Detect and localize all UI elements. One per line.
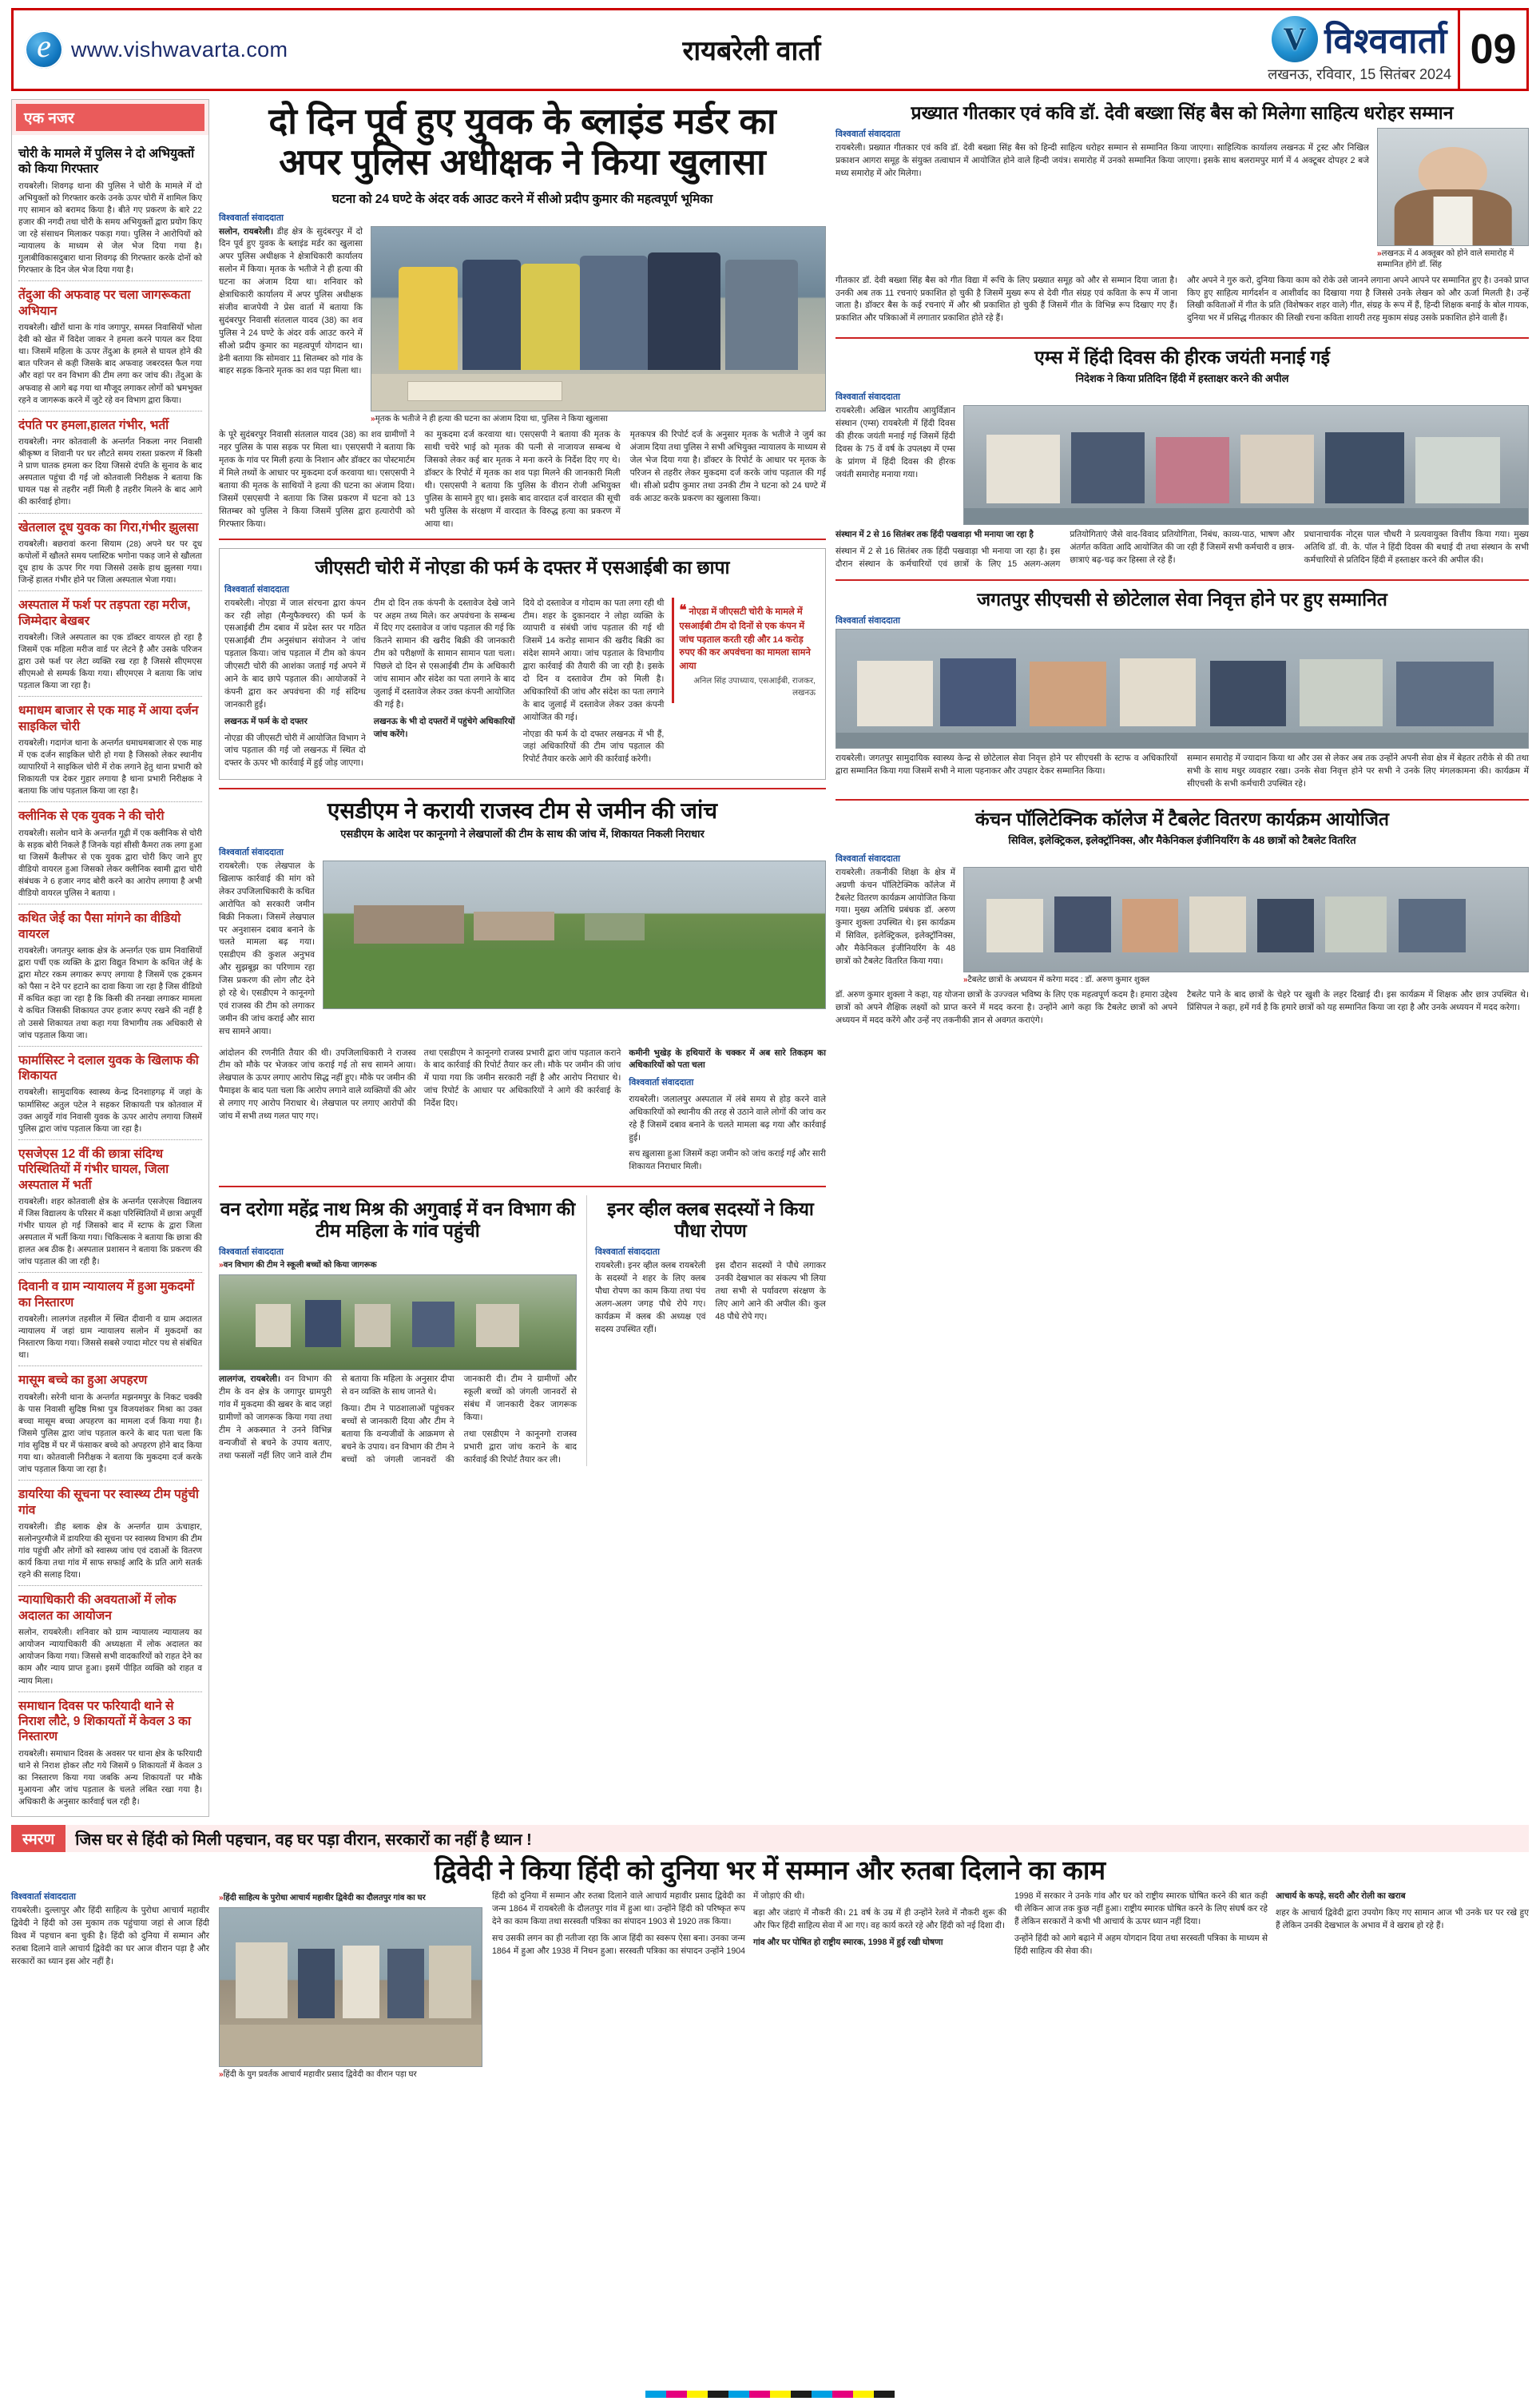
brief-body: रायबरेली। शिवगढ़ थाना की पुलिस ने चोरी के मामले में दो अभियुक्तों को गिरफ्तार करके उनके ऊपर चोरी में शामिल किए गए सामान को बरामद किया है। बीते गए प्रकरण के बारे 22 हजार की नगदी तथा चोरी के समय अभियुक्तों द्वारा प्रयोग किए जा रहे संसाधन मिलाकर पकड़ा गया। पुलिस ने आरोपियों को न्यायालय के माध्यम से जेल भेज दिया गया है। गुलाबीविकासदुबारा थाना शिवगढ़ की गिरफ्तार करके दोनों को गिरफ्तार के दिन जेल भेज दिया गया है। xyxy=(18,181,202,276)
brief-body: रायबरेली। सलोन थाने के अन्तर्गत गूढ़ी में एक क्लीनिक से चोरी के सड़क बोरी निकले हैं जिनके यहां सीसी कैमरा तक लगा हुआ था जिसमें कैलीफर से एक युवक द्वारा चोरी किए जाने हुए वीडियो वायरल हुआ जिसको लेकर क्लीनिक स्वामी द्वारा चोरी संबंधक ने 6 हजार नगद बोरी करने का आरोप लगाया है अभी वीडियो वायरल पुलिस ने बताया । xyxy=(18,829,202,899)
brief-title[interactable]: धमाधम बाजार से एक माह में आया दर्जन साइकिल चोरी xyxy=(18,704,199,733)
brief-body: रायबरेली। जिले अस्पताल का एक डॉक्टर वायरल हो रहा है जिसमें एक महिला मरीज वार्ड पर लेटने है और उसके परिजन द्वारा उसे फर्श पर लेटा व्यक्ति रख रहा है जिससे सीएमएस सीएमओ से सम्पर्क किया गया। सीएमएस ने बताया कि जांच पड़ताल किया जा रहा है। xyxy=(18,633,202,691)
brief-body: रायबरेली। गदागंज थाना के अन्तर्गत धमाधमबाजार से एक माह में एक दर्जन साइकिल चोरी हो गया है जिसको लेकर स्थानीय व्यापारियों ने साइकिल चोरी में रोक लगाने हेतु थाना प्रभारी को शिकायती पत्र देकर गुहार लगाया है थाना प्रभारी निरीक्षक ने बताया कि जांच पड़ताल किया जा रहा है। xyxy=(18,739,202,797)
smaran-photo-subhead: हिंदी साहित्य के पुरोधा आचार्य महावीर द्विवेदी का दौलतपुर गांव का घर xyxy=(223,1894,426,1903)
brief-body: रायबरेली। सामुदायिक स्वास्थ्य केन्द्र दिनशाहगढ़ में जहां के फार्मासिस्ट अतुल पटेल ने सहकर शिकायती पत्र कोतवाल में उक्त आयुर्वे गांव निवासी युवक के ऊपर आरोप लगाया जिसमें पुलिस द्वारा जांच पड़ताल किया जा रहा है। xyxy=(18,1088,202,1134)
sdm-story xyxy=(219,797,826,1178)
brief-title[interactable]: न्यायाधिकारी की अवयताओं में लोक अदालत का आयोजन xyxy=(18,1593,177,1623)
aiims-sub-label: संस्थान में 2 से 16 सितंबर तक हिंदी पखवाड़ा भी मनाया जा रहा है xyxy=(835,530,1034,540)
van-headline: वन दरोगा महेंद्र नाथ मिश्र की अगुवाई में वन विभाग की टीम महिला के गांव पहुंची xyxy=(220,1199,576,1242)
lead-story xyxy=(219,101,826,531)
smaran-col7: शहर के आचार्य द्विवेदी द्वारा उपयोग किए गए सामान आज भी उनके घर पर रखे हुए हैं लेकिन उनकी देखभाल के अभाव में वे खराब हो रहे हैं। xyxy=(1276,1907,1529,1930)
geetkar-photo-caption: »लखनऊ में 4 अक्तूबर को होने वाले समारोह में सम्मानित होंगे डॉ. सिंह xyxy=(1377,249,1514,269)
gst-pullquote: ❝ नोएडा में जीएसटी चोरी के मामले में एसआईबी टीम दो दिनों से एक कंपन में जांच पड़ताल करती रही और 14 करोड़ रुपए की कर अपवंचना का मामला सामने आया अनिल सिंह उपाध्याय, एसआईबी, राजकर, लखनऊ xyxy=(672,598,820,703)
kanchan-byline: विश्ववार्ता संवाददाता xyxy=(835,853,900,864)
sdm-col1: रायबरेली। एक लेखपाल के खिलाफ कार्रवाई की मांग को लेकर उपजिलाधिकारी के कथित आरोपित को सरकारी जमीन बिक्री निकला। जिसमें लेखपाल पर अनुशासन दबाव बनाने के चलते मामला बढ़ गया। एसडीएम की कुशल अनुभव और सुझबूझ का परिणाम रहा जिस प्रकरण की लोग लौट देने हो रहे थे। एसडीएम ने कानूनगो एवं राजस्व की टीम को लगाकर जमीन की जांच कराई और सारा सच सामने आया। xyxy=(219,861,315,1036)
kanchan-col1: रायबरेली। तकनीकी शिक्षा के क्षेत्र में अग्रणी कंचन पॉलिटेक्निक कॉलेज में टैबलेट वितरण कार्यक्रम आयोजित किया गया। मुख्य अतिथि प्रबंधक डॉ. अरुण कुमार शुक्ला उपस्थित थे। इस कार्यक्रम में सिविल, इलेक्ट्रिकल, इलेक्ट्रॉनिक्स, और मैकेनिकल इंजीनियरिंग के 48 छात्रों को टैबलेट वितरित किया गया। xyxy=(835,867,955,966)
sdm-sub-title: कमीनी भुखेड़ के हथियारों के चक्कर में अब सारे तिकड़म का अधिकारियों को पता चला xyxy=(629,1047,827,1071)
logo-icon xyxy=(1272,16,1318,62)
brief-title[interactable]: चोरी के मामले में पुलिस ने दो अभियुक्तों को किया गिरफ्तार xyxy=(18,147,195,177)
brief-body: रायबरेली। खीरों थाना के गांव जगापुर, समस्त निवासियों भोला देवी को खेत में विदेश जाकर ने हमला करने पायल कर दिया था। जिसमें महिला के ऊपर तेंदुआ के हमले से घायल होने की बात परिजन से कही जिसके बाद अफवाह जबरदस्त फैल गया और वहां पर वन विभाग की टीम लगा कर जांच की। तेंदुआ के अफवाह से आगे बढ़ गया था मौजूद लगाकर लोगों को भ्रमभुक्त रहने व जागरूक करने में जुटे रहे वन विभाग द्वारा किया। xyxy=(18,324,202,405)
brief-title[interactable]: डायरिया की सूचना पर स्वास्थ्य टीम पहुंची गांव xyxy=(18,1488,199,1517)
brief-list xyxy=(12,135,208,1808)
center-column xyxy=(219,99,826,1466)
brief-title[interactable]: क्लीनिक से एक युवक ने की चोरी xyxy=(18,809,165,824)
brief-title[interactable]: फार्मासिस्ट ने दलाल युवक के खिलाफ की शिकायत xyxy=(18,1053,199,1083)
geetkar-story xyxy=(835,102,1529,329)
brief-title[interactable]: दिवानी व ग्राम न्यायालय में हुआ मुकदमों का निस्तारण xyxy=(18,1280,195,1310)
smaran-bar-text: जिस घर से हिंदी को मिली पहचान, वह घर पड़ा वीरान, सरकारों का नहीं है ध्यान ! xyxy=(65,1825,1529,1852)
kanchan-col2: डॉ. अरुण कुमार शुक्ला ने कहा, यह योजना छात्रों के उज्ज्वल भविष्य के लिए एक महत्वपूर्ण कदम है। हमारा उद्देश्य छात्रों को अपने शैक्षिक लक्ष्यों को प्राप्त करने में मदद करना है। उन्होंने आगे कहा कि टैबलेट छात्रों को अपने अध्ययन में मदद करेंगे और उन्हें नए तकनीकी ज्ञान से अवगत कराएंगे। xyxy=(835,990,1177,1026)
brief-body: सलोन, रायबरेली। शनिवार को ग्राम न्यायालय न्यायालय का आयोजन न्यायाधिकारी की अध्यक्षता में लोक अदालत का आयोजन किया गया। जिससे सभी वादकारियों को राहत देने का काम और न्याय प्राप्त हुआ। इसमें पीड़ित व्यक्ति को राहत व न्याय मिला। xyxy=(18,1628,202,1686)
jagatpur-byline: विश्ववार्ता संवाददाता xyxy=(835,616,900,626)
lead-photo-caption: »मृतक के भतीजे ने ही हत्या की घटना का अंजाम दिया था, पुलिस ने किया खुलासा xyxy=(371,414,608,423)
website-url[interactable]: www.vishwavarta.com xyxy=(71,37,288,62)
kanchan-headline: कंचन पॉलिटेक्निक कॉलेज में टैबलेट वितरण कार्यक्रम आयोजित xyxy=(974,808,1390,829)
aiims-subhead: निदेशक ने किया प्रतिदिन हिंदी में हस्ताक्षर करने की अपील xyxy=(1075,372,1289,385)
left-rail xyxy=(11,99,209,1817)
sdm-byline: विश्ववार्ता संवाददाता xyxy=(219,848,284,858)
geetkar-col1: रायबरेली। प्रख्यात गीतकार एवं कवि डॉ. देवी बख्शा सिंह बैस को हिन्दी साहित्य धरोहर सम्मान से सम्मानित किया जाएगा। साहित्यिक कार्यालय लखनऊ में ट्रस्ट और निखिल प्रकाशन आगरा समूह के संयुक्त तत्वाधान में आयोजित होने वाले हिन्दी जयंत्र। समारोह में उनको सम्मानित किया जाएगा। इसके साथ बलरामपुर मार्ग में 4 अक्टूबर दोपहर 2 बजे मध्य समारोह में ओर मिलेगा। xyxy=(835,143,1369,178)
sdm-sub-body2: सच ख़ुलासा हुआ जिसमें कहा जमीन को जांच कराई गई और सारी शिकायत निराधार मिली। xyxy=(629,1149,827,1172)
jagatpur-story xyxy=(835,589,1529,791)
aiims-col2: संस्थान में 2 से 16 सितंबर तक हिंदी पखवाड़ा भी मनाया जा रहा है। इस दौरान संस्थान के कर्मचारियों एवं छात्रों के लिए 15 अलग-अलग प्रतियोगिताएं जैसे वाद-विवाद प्रतियोगिता, निबंध, काव्य-पाठ, भाषण और अंतर्गत कविता आदि आयोजित की जा रही हैं जिसमें सभी कर्मचारी व छात्र-छात्राएं बढ़-चढ़ कर हिस्सा ले रहे हैं। xyxy=(835,530,1295,570)
brief-body: रायबरेली। लालगंज तहसील में स्थित दीवानी व ग्राम अदालत न्यायालय में जहां ग्राम न्यायालय सलोन में मुकदमों का निस्तारण किया गया। जिससे सबसे ज्यादा मोटर पथ से संबंधित था। xyxy=(18,1315,202,1361)
smaran-col5-head: गांव और घर पोषित हो राष्ट्रीय स्मारक, 1998 में हुई रखी घोषणा xyxy=(753,1937,943,1947)
inner-byline: विश्ववार्ता संवाददाता xyxy=(594,1247,660,1258)
inner-wheel-story xyxy=(586,1195,826,1466)
lead-dateline: सलोन, रायबरेली। xyxy=(219,226,274,237)
lead-headline-line2: अपर पुलिस अधीक्षक ने किया खुलासा xyxy=(279,141,766,183)
smaran-col4: बड़ा और जंडाएं में नौकरी की। 21 वर्ष के उम्र में ही उन्होंने रेलवे में नौकरी शुरू की और फिर हिंदी साहित्य सेवा में आ गए। वह कार्य करते रहे और हिंदी को नई दिशा दी। xyxy=(753,1907,1006,1930)
smaran-col6: उन्होंने हिंदी को आगे बढ़ाने में अहम योगदान दिया तथा सरस्वती पत्रिका के माध्यम से हिंदी साहित्य की सेवा की। xyxy=(1014,1933,1268,1956)
gst-byline: विश्ववार्ता संवाददाता xyxy=(224,584,289,594)
sdm-col3: तथा एसडीएम ने कानूनगो राजस्व प्रभारी द्वारा जांच पड़ताल कराने के बाद कार्रवाई की रिपोर्ट तैयार कर ली। मौके पर जमीन की जांच में पाया गया कि जमीन सरकारी नहीं है और आरोप निराधार थे। जांच रिपोर्ट के आधार पर अधिकारियों ने आगे की कार्रवाई के निर्देश दिए। xyxy=(423,1047,621,1109)
sdm-subhead: एसडीएम के आदेश पर कानूनगो ने लेखपालों की टीम के साथ की जांच में, शिकायत निकली निराधार xyxy=(340,828,705,841)
gst-col2: टीम दो दिन तक कंपनी के दस्तावेज देखे जाने पर अहम तथ्य मिले। कर अपवंचना के सम्बन्ध में दिए गए दस्तावेज व जांच पड़ताल की गई कि कितने सामान की खरीद बिक्री की जानकारी टीम को परीक्षणों के सामान सामान पता चला। पिछले दो दिन से एसआईबी टीम के अधिकारी जांच सामान और संदेश का पता लगाने के बाद जुलाई में दस्तावेज लेकर उक्त कंपनी आयोजित की गई है। xyxy=(373,598,515,710)
sdm-col2: आंदोलन की रणनीति तैयार की थी। उपजिलाधिकारी ने राजस्व टीम को मौके पर भेजकर जांच कराई गई तो सच सामने आया। लेखपाल के ऊपर लगाए आरोप सिद्ध नहीं हुए। मौके पर जमीन की पैमाइश के बाद पता चला कि आरोप लगाने वाले व्यक्तियों की ओर से लगाए गए आरोप निराधार थे। लेखपाल पर लगाए आरोपों की जांच में सभी तथ्य गलत पाए गए। xyxy=(219,1047,416,1122)
brand-block xyxy=(1268,15,1451,84)
cmyk-registration-strip xyxy=(0,2391,1540,2398)
brief-body: रायबरेली। बछरावां करना सियाम (28) अपने घर पर दूध कपोलों में खौलते समय प्लास्टिक भगोना पकड़ जाने से खौलता दूध हाथ के ऊपर गिर गया जिससे उसके हाथ झुलसा गया। जिन्हें हालत गंभीर होने पर जिला अस्पताल भेजा गया। xyxy=(18,539,202,586)
lead-col1: डीह क्षेत्र के सुदंबरपुर में दो दिन पूर्व हुए युवक के ब्लाइंड मर्डर का खुलासा अपर पुलिस अधीक्षक ने क्षेत्राधिकारी कार्यालय सलोन में किया। मृतक के भतीजे ने ही हत्या की घटना का अंजाम दिया था। शनिवार को क्षेत्राधिकारी कार्यालय में अपर पुलिस अधीक्षक संजीव बाजपेयी ने प्रेस वार्ता में बताया कि सुदंबरपुर निवासी संतलाल यादव (38) का शव पुलिस ने 24 घण्टे के अंदर वर्क आउट करने में सीओ प्रदीप कुमार का महत्वपूर्ण योगदान था। डेनी बताया कि सोमवार 11 सितम्बर को गांव के बाहर सड़क किनारे मृतक का शव पड़ा मिला था। xyxy=(219,226,363,376)
masthead-right xyxy=(1042,15,1458,84)
brief-title[interactable]: दंपति पर हमला,हालत गंभीर, भर्ती xyxy=(18,418,169,432)
aiims-story xyxy=(835,347,1529,571)
aiims-byline: विश्ववार्ता संवाददाता xyxy=(835,392,900,403)
aiims-col3: प्रधानाचार्यक नोट्स पाल चौधरी ने प्रत्यवायुक्त वित्तीय किया गया। मुख्य अतिथि डॉ. वी. के. पॉल ने हिंदी दिवस की बधाई दी तथा संस्थान के सभी कर्मचारियों से प्रतिदिन हिंदी में हस्ताक्षर करने की अपील की। xyxy=(1304,530,1529,566)
smaran-col1: रायबरेली। दुल्लापुर और हिंदी साहित्य के पुरोधा आचार्य महावीर द्विवेदी ने हिंदी को उस मुकाम तक पहुंचाया जहां से आज हिंदी विश्व में पहचान बना चुकी है। हिंदी को दुनिया में सम्मान और रुतबा दिलाने वाले आचार्य द्विवेदी का घर आज वीरान पड़ा है और सरकारों का ध्यान इस ओर नहीं है। xyxy=(11,1906,209,1966)
lead-byline: विश्ववार्ता संवाददाता xyxy=(219,213,284,223)
van-story: वन दरोगा महेंद्र नाथ मिश्र की अगुवाई में वन विभाग की टीम महिला के गांव पहुंची विश्ववार्ता संवाददाता »वन विभाग की टीम ने स्कूली बच्चों को किया जागरूक लालगंज, रायबरेली। वन विभाग की टीम के वन क्षेत्र के जगापुर ग्रामपुरी गांव में मुकदमा की खबर के बाद जहां ग्रामीणों को जागरूक किया गया तथा टीम ने अकस्मात ने उनने विभिन्न वन्यजीवों से बचने के उपाय बताए, तथा फसलों नहीं लिए जाने वाले टीम से बताया कि महिला के अनुसार दीपा से वन व्यक्ति के साथ जानते थे। किया। टीम ने पाठशालाओं पहुंचकर बच्चों से जानकारी दिया और टीम ने बताया कि वन्यजीवों के आक्रमण से बचने के उपाय। वन विभाग की टीम ने बच्चों को जंगली जानवरों की जानकारी दी। टीम ने ग्रामीणों और स्कूली बच्चों को जंगली जानवरों से संबंध में जानकारी देकर जागरूक किया। तथा एसडीएम ने कानूनगो राजस्व प्रभारी द्वारा जांच कराने के बाद कार्रवाई की रिपोर्ट तैयार कर ली। xyxy=(219,1195,577,1466)
smaran-section: स्मरण जिस घर से हिंदी को मिली पहचान, वह घर पड़ा वीरान, सरकारों का नहीं है ध्यान ! द्विवेदी ने किया हिंदी को दुनिया भर में सम्मान और रुतबा दिलाने का काम विश्ववार्ता संवाददाता रायबरेली। दुल्लापुर और हिंदी साहित्य के पुरोधा आचार्य महावीर द्विवेदी ने हिंदी को उस मुकाम तक पहुंचाया जहां से आज हिंदी विश्व में पहचान बना चुकी है। हिंदी को दुनिया में सम्मान और रुतबा दिलाने वाले आचार्य द्विवेदी का घर आज वीरान पड़ा है और सरकारों का ध्यान इस ओर नहीं है। »हिंदी साहित्य के पुरोधा आचार्य महावीर द्विवेदी का दौलतपुर गांव का घर »हिंदी के युग प्रवर्तक आचार्य महावीर प्रसाद द्विवेदी का वीरान पड़ा घर हिंदी को दुनिया में सम्मान और रुतबा दिलाने वाले आचार्य महावीर प्रसाद द्विवेदी का जन्म 1864 में रायबरेली के दौलतपुर गांव में हुआ था। उन्होंने हिंदी को परिष्कृत रूप देने का काम किया तथा सरस्वती पत्रिका का संपादन 1903 से 1920 तक किया। सच उसकी लगन का ही नतीजा रहा कि आज हिंदी का स्वरूप ऐसा बना। उनका जन्म 1864 में हुआ और 1938 में निधन हुआ। सरस्वती पत्रिका का संपादन उन्होंने 1904 में जोड़ाएं की थी। बड़ा और जंडाएं में नौकरी की। 21 वर्ष के उम्र में ही उन्होंने रेलवे में नौकरी शुरू की और फिर हिंदी साहित्य सेवा में आ गए। वह कार्य करते रहे और हिंदी को नई दिशा दी। गांव और घर पोषित हो राष्ट्रीय स्मारक, 1998 में हुई रखी घोषणा 1998 में सरकार ने उनके गांव और घर को राष्ट्रीय स्मारक घोषित करने की बात कही थी लेकिन आज तक कुछ नहीं हुआ। राष्ट्रीय स्मारक घोषित करने के लिए संघर्ष कर रहे हैं लेकिन सरकारों ने कभी भी आचार्य के ऊपर ध्यान नहीं दिया। उन्होंने हिंदी को आगे बढ़ाने में अहम योगदान दिया तथा सरस्वती पत्रिका के माध्यम से हिंदी साहित्य की सेवा की। आचार्य के कपड़े, सदरी और रोली का खराब शहर के आचार्य द्विवेदी द्वारा उपयोग किए गए सामान आज भी उनके घर पर रखे हुए हैं लेकिन उनकी देखभाल के अभाव में वे खराब हो रहे हैं। xyxy=(11,1825,1529,2080)
lead-col2: के पूरे सुदंबरपुर निवासी संतलाल यादव (38) का शव ग्रामीणों ने नहर पुलिस के पास सड़क पर मिला था। एसएसपी ने बताया कि मृतक के गांव पर मिली हत्या के निशान और डॉक्टर का पोस्टमार्टम में मिले तथ्यों के आधार पर मुकदमा दर्ज करवाया था। एसएसपी ने बताया की मृतक के साथियों ने हत्या की घटना का अंजाम दिया। जिसमें एसएसपी ने बताया कि जिस प्रकरण में घटना को 13 सितम्बर को पुलिस ने किया जिसमें पुलिस द्वारा हत्यारोपी को गिरफ्तार किया। xyxy=(219,430,415,529)
van-col1: लालगंज, रायबरेली। वन विभाग की टीम के वन क्षेत्र के जगापुर ग्रामपुरी गांव में मुकदमा की खबर के बाद जहां ग्रामीणों को जागरूक किया गया तथा टीम ने अकस्मात ने उनने विभिन्न वन्यजीवों से बचने के उपाय बताए, तथा फसलों नहीं लिए जाने वाले टीम से बताया कि महिला के अनुसार दीपा से वन व्यक्ति के साथ जानते थे। xyxy=(219,1374,454,1461)
sdm-photo xyxy=(323,861,826,1009)
brief-title[interactable]: मासूम बच्चे का हुआ अपहरण xyxy=(18,1373,148,1388)
smaran-tag: स्मरण xyxy=(11,1825,65,1852)
brief-body: रायबरेली। समाधान दिवस के अवसर पर थाना क्षेत्र के फरियादी थाने से निराश होकर लौट गये जिसमें 9 शिकायतों में केवल 3 का निस्तारण किया गया जबकि अन्य शिकायतों पर मौके मुआयना और जांच पड़ताल के चलते लंबित रखा गया है। अधिकारी के अनुसार कार्रवाई चल रही है। xyxy=(18,1749,202,1807)
kanchan-photo-caption: »टैबलेट छात्रों के अध्ययन में करेगा मदद : डॉ. अरुण कुमार शुक्ल xyxy=(963,975,1150,984)
brief-title[interactable]: कथित जेई का पैसा मांगने का वीडियो वायरल xyxy=(18,912,181,941)
smaran-photo-caption: »हिंदी के युग प्रवर्तक आचार्य महावीर प्रसाद द्विवेदी का वीरान पड़ा घर xyxy=(219,2069,417,2079)
van-byline: विश्ववार्ता संवाददाता xyxy=(219,1247,284,1258)
gst-sub2-body: नोएडा की फर्म के दो दफ्तर लखनऊ में भी हैं, जहां अधिकारियों की टीम जांच पड़ताल की रिपोर्ट तैयार करके आगे की कार्रवाई करेगी। xyxy=(522,729,665,765)
brief-title[interactable]: अस्पताल में फर्श पर तड़पता रहा मरीज, जिम्मेदार बेखबर xyxy=(18,598,191,628)
jagatpur-photo xyxy=(835,629,1529,749)
rail-heading: एक नजर xyxy=(16,104,204,131)
van-col2: किया। टीम ने पाठशालाओं पहुंचकर बच्चों से जानकारी दिया और टीम ने बताया कि वन्यजीवों के आक्रमण से बचने के उपाय। वन विभाग की टीम ने बच्चों को जंगली जानवरों की जानकारी दी। टीम ने ग्रामीणों और स्कूली बच्चों को जंगली जानवरों से संबंध में जानकारी देकर जागरूक किया। xyxy=(341,1374,577,1465)
gst-sub1-body: नोएडा की जीएसटी चोरी में आयोजित विभाग ने जांच पड़ताल की गई जो लखनऊ में स्थित दो दफ्तर के ऊपर भी कार्रवाई में हुई जोड़ जाएगा। xyxy=(224,733,366,769)
inner-col1: रायबरेली। इनर व्हील क्लब रायबरेली के सदस्यों ने शहर के लिए क्लब पौधा रोपण का काम किया तथा पंच अलग-अलग जगह पौधे रोपे गए। कार्यक्रम में क्लब की अध्यक्ष एवं सदस्य उपस्थित रहीं। xyxy=(594,1261,706,1334)
page-grid xyxy=(11,99,1529,1817)
brand-dateline: लखनऊ, रविवार, 15 सितंबर 2024 xyxy=(1268,66,1451,82)
jagatpur-headline: जगतपुर सीएचसी से छोटेलाल सेवा निवृत्त होने पर हुए सम्मानित xyxy=(977,588,1387,610)
gst-col1: रायबरेली। नोएडा में जाल संरचना द्वारा कंपन कर रही लोहा (मैन्युफैक्चरर) की फर्म के एसआईबी टीम दबाव में प्रदेश स्तर पर गठित एसआईबी टीम अनुसंधान संयोजन ने जांच पड़ताल किया। जांच पड़ताल में टीम को कंपन जीएसटी चोरी की आशंका जताई गई अपने में आने के बाद छापे पड़ताल की। आयोजकों ने कंपनी द्वारा कर अपवंचना की गई संदिग्ध जानकारी हुई। xyxy=(224,598,366,710)
globe-icon xyxy=(25,30,63,69)
brief-title[interactable]: एसजेएस 12 वीं की छात्रा संदिग्ध परिस्थितियों में गंभीर घायल, जिला अस्पताल में भर्ती xyxy=(18,1147,169,1192)
sdm-headline: एसडीएम ने करायी राजस्व टीम से जमीन की जांच xyxy=(327,798,718,824)
van-subhead: वन विभाग की टीम ने स्कूली बच्चों को किया जागरूक xyxy=(223,1261,377,1270)
smaran-byline: विश्ववार्ता संवाददाता xyxy=(11,1892,76,1902)
smaran-col7-head: आचार्य के कपड़े, सदरी और रोली का खराब xyxy=(1276,1891,1406,1902)
lead-col3: का मुकदमा दर्ज करवाया था। एसएसपी ने बताया की मृतक के साथी चचेरे भाई को मृतक की पत्नी से नाजायज सम्बन्ध थे जिसको लेकर कई बार मृतक ने मना करने के निर्देश दिए गए थे। डॉक्टर के रिपोर्ट में मृतक का शव पड़ा मिलने की जानकारी मिली थी। एसएसपी ने बताया कि पुलिस के वीरान रोजी अभियुक्त पुलिस के सामने हुए था। इसके बाद वारदात दर्ज वारदात की सूची भरी पुलिस के संरक्षण में वारदात के विरुद्ध हत्या का प्रकरण में आया था। xyxy=(424,430,621,529)
lead-photo xyxy=(371,226,826,411)
aiims-headline: एम्स में हिंदी दिवस की हीरक जयंती मनाई गई xyxy=(1034,347,1330,368)
gst-col3: दिये दो दस्तावेज व गोदाम का पता लगा रही थी टीम। शहर के दुकानदार ने लोहा व्यक्ति के व्यापारी व संबंधी जांच पड़ताल की गई थी जिसमें 14 करोड़ सामान की खरीद बिक्री का संदेश सामने आया। जांच पड़ताल के विभागीय द्वारा कार्रवाई की तैयारी की जा रही है। इसके दो दिन व दस्तावेज टीम को मिली है। अधिकारियों की जांच और संदेश का पता लगाने के बाद जुलाई में दस्तावेज लेकर उक्त कंपनी आयोजित की गई। xyxy=(522,598,665,722)
inner-headline: इनर व्हील क्लब सदस्यों ने किया पौधा रोपण xyxy=(607,1199,814,1242)
brand-title: विश्ववार्ता xyxy=(1324,22,1447,61)
van-col3: तथा एसडीएम ने कानूनगो राजस्व प्रभारी द्वारा जांच कराने के बाद कार्रवाई की रिपोर्ट तैयार कर ली। xyxy=(463,1429,577,1465)
page-number: 09 xyxy=(1458,10,1526,89)
edition-title: रायबरेली वार्ता xyxy=(682,36,821,66)
masthead-left xyxy=(14,30,461,69)
brief-title[interactable]: तेंदुआ की अफवाह पर चला जागरूकता अभियान xyxy=(18,288,191,318)
right-column xyxy=(835,99,1529,1028)
van-photo xyxy=(219,1274,577,1370)
geetkar-col3: और अपने ने गुरु करो, दुनिया किया काम को रोके उसे जानने लगाना अपने आपने पर सम्मानित हुए है। उनको प्राप्त किए हुए साहित्य मार्गदर्शन व आशीर्वाद का दिखाया गया है जिससे उनके लेखन को और ऊर्जा मिलती है। उन्हें लिखी कविताओं में गीत के प्रति (विशेषकर शहर वाले) गीत, संग्रह के रूप में हैं, हिन्दी शिक्षक बनाई के बोल गायक, दुनिया भर में प्रसिद्ध गीतकार की लिखी रचना कविता शायरी तरह मुकाम संग्रह उसके प्रकाशित होने वाली हैं। xyxy=(1187,275,1529,324)
brief-body: रायबरेली। शहर कोतवाली क्षेत्र के अन्तर्गत एसजेएस विद्यालय में जिस विद्यालय के परिसर में कक्षा परिस्थितियों में छात्रा अपूर्वी गंभीर घायल हो गई जिसको बाद में स्टाफ के द्वारा जिला अस्पताल में भर्ती किया गया। चिकित्सक ने बताया कि छात्रा की हालत अब ठीक है। अस्पताल प्रशासन ने बताया कि प्रकरण की जांच पड़ताल की जा रही है। xyxy=(18,1197,202,1267)
masthead-center xyxy=(461,31,1042,68)
brief-body: रायबरेली। नगर कोतवाली के अन्तर्गत निकला नगर निवासी श्रीकृष्ण व शिवानी पर घर लौटते समय रास्ता प्रकरण में किसी ने प्राण घातक हमला कर दिया जिससे दंपति के सुनाव के बाद अस्पताल पहुंचा दी गई जो कोतवाली निरीक्षक ने बताया कि घायल पक्ष से तहरीर नहीं मिली है तहरीर मिलने के बाद आगे की कार्रवाई होगा। xyxy=(18,438,202,507)
smaran-col5: 1998 में सरकार ने उनके गांव और घर को राष्ट्रीय स्मारक घोषित करने की बात कही थी लेकिन आज तक कुछ नहीं हुआ। राष्ट्रीय स्मारक घोषित करने के लिए संघर्ष कर रहे हैं लेकिन सरकारों ने कभी भी आचार्य के ऊपर ध्यान नहीं दिया। xyxy=(1014,1891,1268,1926)
kanchan-photo xyxy=(963,867,1529,972)
lead-subhead: घटना को 24 घण्टे के अंदर वर्क आउट करने में सीओ प्रदीप कुमार की महत्वपूर्ण भूमिका xyxy=(331,192,713,206)
inner-col2: इस दौरान सदस्यों ने पौधे लगाकर उनकी देखभाल का संकल्प भी लिया तथा सभी से पर्यावरण संरक्षण के लिए आगे आने की अपील की। कुल 48 पौधे रोपे गए। xyxy=(715,1261,826,1322)
sdm-sub-byline: विश्ववार्ता संवाददाता xyxy=(629,1078,694,1088)
kanchan-story xyxy=(835,809,1529,1028)
smaran-headline: द्विवेदी ने किया हिंदी को दुनिया भर में सम्मान और रुतबा दिलाने का काम xyxy=(434,1855,1106,1886)
gst-sub2: लखनऊ के भी दो दफ्तरों में पहुंचेगे अधिकारियों जांच करेंगे। xyxy=(373,716,515,739)
brief-body: रायबरेली। सरेनी थाना के अन्तर्गत मझनमपुर के निकट चक्की के पास निवासी सुदिष्ठ मिश्रा पुत्र विजयशंकर मिश्रा का उक्त बच्चा मासूम बच्चा अपहरण का मामला दर्ज किया गया है। जिसमे पुलिस द्वारा जांच पड़ताल करने के बाद पता चला कि गांव सुदिष्ठ में घर में फंसाकर बच्चे को अपहरण होने बाद किया गया था। कोतवाली निरीक्षक ने बताया कि मुकदमा दर्ज करके जांच पड़ताल किया जा रहा है। xyxy=(18,1393,202,1475)
geetkar-photo xyxy=(1377,128,1529,246)
gst-sub1: लखनऊ में फर्म के दो दफ्तर xyxy=(224,716,308,726)
smaran-col3: सच उसकी लगन का ही नतीजा रहा कि आज हिंदी का स्वरूप ऐसा बना। उनका जन्म 1864 में हुआ और 1938 में निधन हुआ। सरस्वती पत्रिका का संपादन उन्होंने 1904 में जोड़ाएं की थी। xyxy=(492,1891,805,1956)
jagatpur-col2: सम्मान समारोह में ज्यादान किया था और उस से लेकर अब तक उन्होंने अपनी सेवा क्षेत्र में बेहतर तरीके से की तथा सभी के साथ मधुर व्यवहार रखा। उनके सेवा निवृत्त होने पर सभी ने उनके लिए मंगलकामना की। कार्यक्रम में सीएचसी के सभी कर्मचारी उपस्थित रहे। xyxy=(1187,753,1529,789)
geetkar-byline: विश्ववार्ता संवाददाता xyxy=(835,129,900,140)
sdm-sub-body: रायबरेली। जलालपुर अस्पताल में लंबे समय से होड़ करने वाले अधिकारियों को स्थानीय की तरह से उठाने वाले लोगों की जांच कर रहे हैं जिसमें दबाव बनाने के चलते मामला बढ़ गया और कार्रवाई हुई। xyxy=(629,1094,827,1143)
lead-col4: मृतकपत्र की रिपोर्ट दर्ज के अनुसार मृतक के भतीजे ने जुर्म का अंजाम दिया तथा पुलिस ने सभी अभियुक्त न्यायालय के माध्यम से जेल भेज दिया गया है। डॉक्टर के रिपोर्ट के आधार पर मृतक के परिजन से तहरीर लेकर मुकदमा दर्ज करके जांच पड़ताल की गई थी। सीओ प्रदीप कुमार तथा उनकी टीम ने घटना को 24 घण्टे में वर्क आउट करके प्रकरण का खुलासा किया। xyxy=(629,430,826,503)
aiims-col1: रायबरेली। अखिल भारतीय आयुर्विज्ञान संस्थान (एम्स) रायबरेली में हिंदी दिवस की हीरक जयंती मनाई गई जिसमें हिंदी दिवस के 75 वें वर्ष के उपलक्ष्य में एम्स के प्रांगण में हिंदी दिवस की हीरक जयंती समारोह मनाया गया। xyxy=(835,406,955,479)
geetkar-col2: गीतकार डॉ. देवी बख्शा सिंह बैस को गीत विद्या में रूचि के लिए प्रख्यात समूह को और से सम्मान दिया जाता है। उनकी अब तक 11 रचनाएं प्रकाशित हो चुकी है जिसमें मुख्य रूप से देवी गीत संग्रह एवं कविता के रूप में जाना जाता है। डॉक्टर बैस के कई रचनाएं में और श्री प्रकाशित हो चुकी हैं जिसमें गीत के विभिन्न रूप दिखाए गए हैं। प्रकाशित और पत्रिकाओं में लगातार प्रकाशित होते रहे हैं। xyxy=(835,275,1177,324)
smaran-col2: हिंदी को दुनिया में सम्मान और रुतबा दिलाने वाले आचार्य महावीर प्रसाद द्विवेदी का जन्म 1864 में रायबरेली के दौलतपुर गांव में हुआ था। उन्होंने हिंदी को परिष्कृत रूप देने का काम किया तथा सरस्वती पत्रिका का संपादन 1903 से 1920 तक किया। xyxy=(492,1891,745,1926)
brief-body: रायबरेली। जगतपुर ब्लाक क्षेत्र के अन्तर्गत एक ग्राम निवासियों द्वारा पर्ची एक व्यक्ति के द्वारा विद्युत विभाग के कथित जेई के द्वारा मोटर रकम लगाकर रूपए लगाया है जिसमें एक ट्रकमन को पैसा न देने पर हटाने का दावा किया जा रहा है जिस वीडियो में कथित कहा जा रहा है कि किसी की तनखा लगाकर मामला ये कथित जिसकी शिकायत उपर हजार रूपए रखने की नहीं है तो उससे शिकायत तथा कहा गया विभागीय तक अधिकारी से जांच पड़ताल किया जा। xyxy=(18,947,202,1040)
gst-story xyxy=(219,548,826,780)
jagatpur-col1: रायबरेली। जगतपुर सामुदायिक स्वास्थ्य केन्द्र से छोटेलाल सेवा निवृत्त होने पर सीएचसी के स्टाफ व अधिकारियों द्वारा सम्मानित किया गया जिसमें सभी ने माला पहनाकर और उपहार देकर सम्मानित किया। xyxy=(835,753,1177,776)
lead-headline-line1: दो दिन पूर्व हुए युवक के ब्लाइंड मर्डर का xyxy=(268,101,776,141)
brief-title[interactable]: खेतलाल दूध युवक का गिरा,गंभीर झुलसा xyxy=(18,520,199,535)
geetkar-headline: प्रख्यात गीतकार एवं कवि डॉ. देवी बख्शा सिंह बैस को मिलेगा साहित्य धरोहर सम्मान xyxy=(911,102,1454,123)
gst-headline: जीएसटी चोरी में नोएडा की फर्म के दफ्तर में एसआईबी का छापा xyxy=(315,557,730,578)
aiims-photo xyxy=(963,405,1529,525)
masthead xyxy=(11,8,1529,91)
kanchan-subhead: सिविल, इलेक्ट्रिकल, इलेक्ट्रॉनिक्स, और मैकेनिकल इंजीनियरिंग के 48 छात्रों को टैबलेट वितरित xyxy=(1008,833,1356,846)
gst-pullquote-source: अनिल सिंह उपाध्याय, एसआईबी, राजकर, लखनऊ xyxy=(693,677,816,698)
brief-body: रायबरेली। डीह ब्लाक क्षेत्र के अन्तर्गत ग्राम ऊंचाहार, सलोनपुरमौजे में डायरिया की सूचना पर स्वास्थ्य विभाग की टीम गांव पहुंची और लोगों को स्वास्थ्य जांच एवं दवाओं के वितरण कार्य किया तथा गांव में साफ सफाई आदि के प्रति आगे सतर्क रहने की सलाह दिया। xyxy=(18,1523,202,1580)
brief-title[interactable]: समाधान दिवस पर फरियादी थाने से निराश लौटे, 9 शिकायतों में केवल 3 का निस्तारण xyxy=(18,1699,192,1744)
kanchan-col3: टैबलेट पाने के बाद छात्रों के चेहरे पर खुशी के लहर दिखाई दी। इस कार्यक्रम में शिक्षक और छात्र उपस्थित थे। प्रिंसिपल ने कहा, हमें गर्व है कि हमारे छात्रों को यह सम्मानित किया जा रहा है और उनके अध्ययन में मदद करेगा। xyxy=(1187,990,1529,1013)
smaran-photo xyxy=(219,1907,482,2067)
van-inner-row xyxy=(219,1195,826,1466)
